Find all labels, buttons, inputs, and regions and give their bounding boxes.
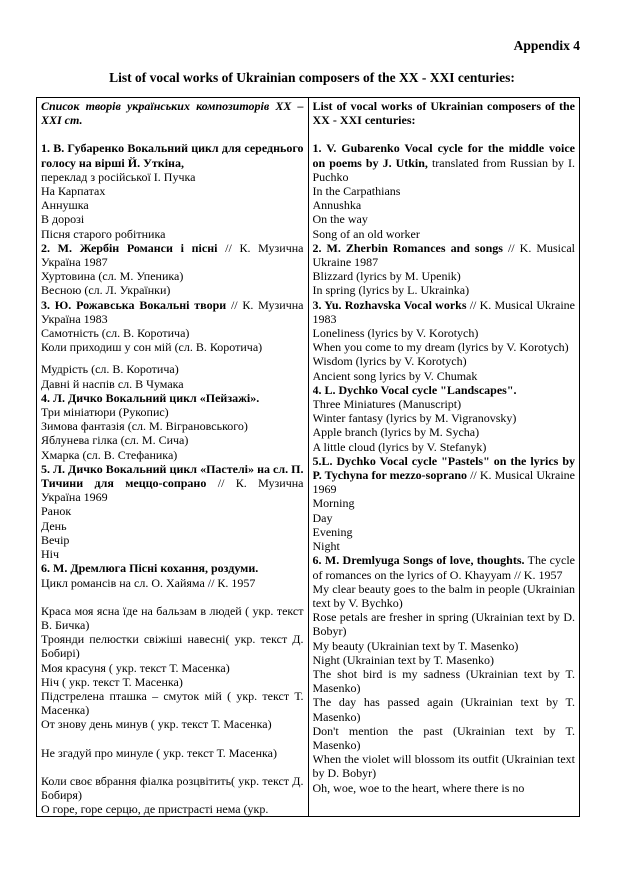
right-s5-title: 5.L. Dychko Vocal cycle "Pastels" on the lyrics by P. Tychyna for mezzo-soprano	[312, 453, 575, 483]
list-item: Коли своє вбрання фіалка розцвітить( укр. текст Д. Бобиря)	[41, 773, 304, 802]
list-item: Ancient song lyrics by V. Chumak	[312, 368, 478, 383]
left-s3-title: 3. Ю. Рожавська Вокальні твори	[41, 297, 227, 312]
right-s1-title: 1. V. Gubarenko Vocal cycle for the middle voice on poems by J. Utkin,	[312, 141, 575, 170]
list-item: Rose petals are fresher in spring (Ukrainian text by D. Bobyr)	[312, 610, 575, 639]
list-item: Night (Ukrainian text by T. Masenko)	[312, 652, 495, 667]
list-item: Троянди пелюстки свіжіші навесні( укр. текст Д. Бобирі)	[41, 632, 304, 661]
list-item: О горе, горе серцю, де пристрасті нема (укр.	[41, 802, 269, 817]
list-item: Самотність (сл. В. Коротича)	[41, 326, 190, 341]
list-item: Вечір	[41, 532, 70, 547]
left-s6-title: 6. М. Дремлюга Пісні кохання, роздуми.	[41, 561, 259, 576]
list-item: От знову день минув ( укр. текст Т. Масенка)	[41, 717, 272, 732]
left-header: Список творів українських композиторів XX – XXI ст.	[41, 99, 304, 128]
list-item: On the way	[312, 212, 368, 227]
right-s1-heading	[313, 141, 576, 184]
list-item: Коли приходиш у сон мій (сл. В. Коротича)	[41, 340, 263, 355]
list-item: Ніч	[41, 547, 60, 562]
list-item: Three Miniatures (Manuscript)	[312, 397, 462, 412]
list-item: Ніч ( укр. текст Т. Масенка)	[41, 674, 183, 689]
list-item: Підстрелена пташка – смуток мій ( укр. текст Т. Масенка)	[41, 688, 304, 718]
list-item: Пісня старого робітника	[41, 226, 166, 241]
left-s2-pub: // К. Музична Україна 1987	[41, 240, 304, 270]
list-item: In the Carpathians	[312, 184, 401, 199]
left-s3-heading	[41, 298, 304, 326]
list-item: Winter fantasy (lyrics by M. Vigranovsky)	[312, 411, 517, 426]
list-item: Аннушка	[41, 198, 89, 213]
right-s2-pub: // K. Musical Ukraine 1987	[312, 240, 575, 270]
list-item: Хуртовина (сл. М. Упеника)	[41, 269, 184, 284]
right-s2-title: 2. M. Zherbin Romances and songs	[312, 240, 503, 255]
left-s3-pub: // К. Музична Україна 1983	[41, 297, 304, 326]
right-s6-heading	[313, 553, 576, 581]
list-item: The shot bird is my sadness (Ukrainian text by T. Masenko)	[312, 666, 575, 696]
list-item: Wisdom (lyrics by V. Korotych)	[312, 354, 467, 369]
list-item: Зимова фантазія (сл. М. Віграновського)	[41, 419, 248, 434]
left-s1-translation: переклад з російської І. Пучка	[41, 169, 196, 184]
left-s2-title: 2. М. Жербін Романси і пісні	[41, 240, 218, 255]
right-s5-heading	[313, 454, 576, 497]
list-item: На Карпатах	[41, 184, 106, 199]
list-item: Весною (сл. Л. Українки)	[41, 283, 171, 298]
list-item: The day has passed again (Ukrainian text by T. Masenko)	[312, 695, 575, 724]
list-item: Song of an old worker	[312, 226, 420, 241]
list-item: Яблунева гілка (сл. М. Сича)	[41, 433, 189, 448]
list-item: A little cloud (lyrics by V. Stefanyk)	[312, 439, 487, 454]
list-item: День	[41, 518, 67, 533]
left-s6-pub: Цикл романсів на сл. О. Хайяма // К. 1957	[41, 575, 256, 590]
left-s4-title: 4. Л. Дичко Вокальний цикл «Пейзажі».	[41, 390, 260, 405]
list-item: My clear beauty goes to the balm in people (Ukrainian text by V. Bychko)	[312, 581, 575, 610]
left-s5-title: 5. Л. Дичко Вокальний цикл «Пастелі» на сл. П. Тичини для меццо-сопрано	[41, 461, 304, 491]
list-item: Моя красуня ( укр. текст Т. Масенка)	[41, 660, 230, 675]
list-item: Blizzard (lyrics by M. Upenik)	[312, 269, 461, 284]
list-item: Хмарка (сл. В. Стефаника)	[41, 447, 178, 462]
document-title: List of vocal works of Ukrainian composers of the XX - XXI centuries:	[109, 70, 515, 85]
list-item: Краса моя ясна їде на бальзам в людей ( укр. текст В. Бичка)	[41, 603, 304, 632]
right-s6-title: 6. M. Dremlyuga Songs of love, thoughts.	[312, 553, 525, 568]
right-column	[308, 98, 580, 817]
list-item: Ранок	[41, 504, 72, 519]
list-item: Apple branch (lyrics by M. Sycha)	[312, 425, 480, 440]
list-item: Не згадуй про минуле ( укр. текст Т. Масенка)	[41, 745, 277, 760]
list-item: Давні й наспів сл. В Чумака	[41, 376, 184, 391]
right-s5-pub: // K. Musical Ukraine 1969	[312, 468, 575, 497]
list-item: Day	[312, 510, 333, 525]
right-s3-title: 3. Yu. Rozhavska Vocal works	[312, 297, 467, 312]
appendix-label: Appendix 4	[513, 38, 580, 53]
list-item: В дорозі	[41, 212, 85, 227]
list-item: Oh, woe, woe to the heart, where there is no	[312, 780, 525, 795]
right-header: List of vocal works of Ukrainian composers of the XX - XXI centuries:	[312, 99, 575, 128]
left-s1-title: 1. В. Губаренко Вокальний цикл для середнього голосу на вірші Й. Уткіна,	[41, 141, 304, 170]
left-s2-heading	[41, 241, 304, 269]
left-s5-pub: // К. Музична Україна 1969	[41, 476, 304, 505]
right-s6-pub: The cycle of romances on the lyrics of O. Khayyam // K. 1957	[312, 553, 575, 582]
right-s4-title: 4. L. Dychko Vocal cycle "Landscapes".	[312, 382, 517, 397]
list-item: My beauty (Ukrainian text by T. Masenko)	[312, 638, 519, 653]
list-item: Три мініатюри (Рукопис)	[41, 405, 169, 420]
table-row	[37, 98, 580, 817]
right-s3-pub: // K. Musical Ukraine 1983	[312, 297, 575, 326]
left-s5-heading	[41, 462, 304, 505]
list-item: When the violet will blossom its outfit (Ukrainian text by D. Bobyr)	[312, 752, 575, 781]
list-item: In spring (lyrics by L. Ukrainka)	[312, 283, 470, 298]
list-item: Annushka	[312, 198, 362, 213]
list-item: Night	[312, 539, 340, 554]
works-table	[36, 97, 580, 817]
list-item: Evening	[312, 524, 353, 539]
right-s2-heading	[313, 241, 576, 269]
list-item: Loneliness (lyrics by V. Korotych)	[312, 326, 479, 341]
list-item: Morning	[312, 496, 355, 511]
left-column	[37, 98, 309, 817]
list-item: Мудрість (сл. В. Коротича)	[41, 362, 179, 377]
list-item: When you come to my dream (lyrics by V. Korotych)	[312, 340, 569, 355]
list-item: Don't mention the past (Ukrainian text by T. Masenko)	[312, 723, 575, 752]
right-s3-heading	[313, 298, 576, 326]
right-s1-translation: translated from Russian by I. Puchko	[312, 155, 575, 184]
